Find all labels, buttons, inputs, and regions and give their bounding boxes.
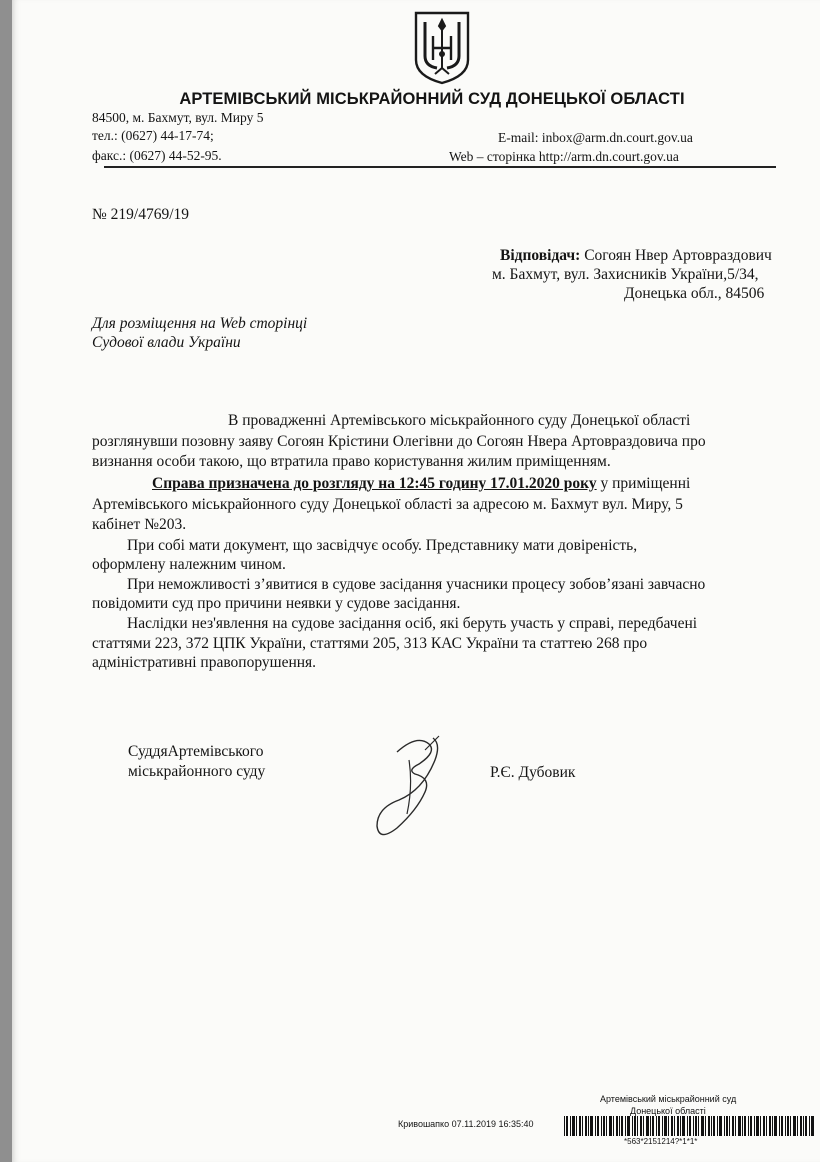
registration-barcode (564, 1116, 816, 1136)
header-divider (104, 166, 776, 168)
respondent-line (500, 246, 772, 266)
respondent-name: Согоян Нвер Артовраздович (584, 247, 772, 264)
court-website: Web – сторінка http://arm.dn.court.gov.ua (449, 149, 679, 164)
judge-title-line2: міськрайонного суду (128, 763, 266, 780)
stamp-registrar: Кривошапко 07.11.2019 16:35:40 (398, 1119, 534, 1129)
body-p5-line3: адміністративні правопорушення. (92, 654, 317, 671)
document-number: № 219/4769/19 (92, 206, 190, 223)
stamp-court-line1: Артемівський міськрайонний суд (600, 1094, 737, 1104)
court-name-heading: АРТЕМІВСЬКИЙ МІСЬКРАЙОННИЙ СУД ДОНЕЦЬКОЇ ОБЛАСТІ (179, 90, 685, 108)
hearing-date-text: Справа призначена до розгляду на 12:45 годину 17.01.2020 року (152, 475, 597, 492)
respondent-address-line2: Донецька обл., 84506 (624, 285, 765, 302)
body-p4-line2: повідомити суд про причини неявки у судове засідання. (92, 595, 461, 612)
body-p2-line1-rest: у приміщенні (596, 475, 691, 492)
body-p1-line3: визнання особи такою, що втратила право користування жилим приміщенням. (92, 453, 611, 470)
body-p1-line2: розглянувши позовну заяву Согоян Крістини Олегівни до Согоян Нвера Артовраздовича про (92, 433, 706, 450)
respondent-address-line1: м. Бахмут, вул. Захисників України,5/34, (492, 266, 759, 283)
placement-note-line2: Судової влади України (92, 334, 241, 351)
body-p1-line1: В провадженні Артемівського міськрайонного суду Донецької області (228, 412, 691, 429)
stamp-court-line2: Донецької області (630, 1106, 706, 1116)
body-p2-line1 (152, 474, 690, 494)
court-phone: тел.: (0627) 44-17-74; (92, 128, 214, 143)
judge-name: Р.Є. Дубовик (490, 764, 576, 781)
body-p5-line2: статтями 223, 372 ЦПК України, статтями 205, 313 КАС України та статтею 268 про (92, 635, 648, 652)
judge-title-line1: СуддяАртемівського (128, 743, 264, 760)
body-p3-line2: оформлену належним чином. (92, 556, 286, 573)
body-p5-line1: Наслідки нез'явлення на судове засідання осіб, які беруть участь у справі, передбачені (127, 615, 698, 632)
body-p2-line2: Артемівського міськрайонного суду Донецької області за адресою м. Бахмут вул. Миру, 5 (92, 496, 683, 513)
document-page (12, 0, 820, 1162)
court-email: E-mail: inbox@arm.dn.court.gov.ua (498, 130, 693, 145)
court-fax: факс.: (0627) 44-52-95. (92, 148, 222, 163)
body-p2-line3: кабінет №203. (92, 516, 187, 533)
body-p4-line1: При неможливості з’явитися в судове засідання учасники процесу зобов’язані завчасно (127, 576, 706, 593)
barcode-caption: *563*2151214?*1*1* (624, 1137, 698, 1146)
placement-note-line1: Для розміщення на Web сторінці (92, 315, 308, 332)
court-address: 84500, м. Бахмут, вул. Миру 5 (92, 110, 264, 125)
ukraine-coat-of-arms-icon (413, 10, 471, 86)
body-p3-line1: При собі мати документ, що засвідчує особу. Представнику мати довіреність, (127, 537, 638, 554)
respondent-label: Відповідач: (500, 247, 581, 264)
handwritten-signature (367, 730, 457, 845)
